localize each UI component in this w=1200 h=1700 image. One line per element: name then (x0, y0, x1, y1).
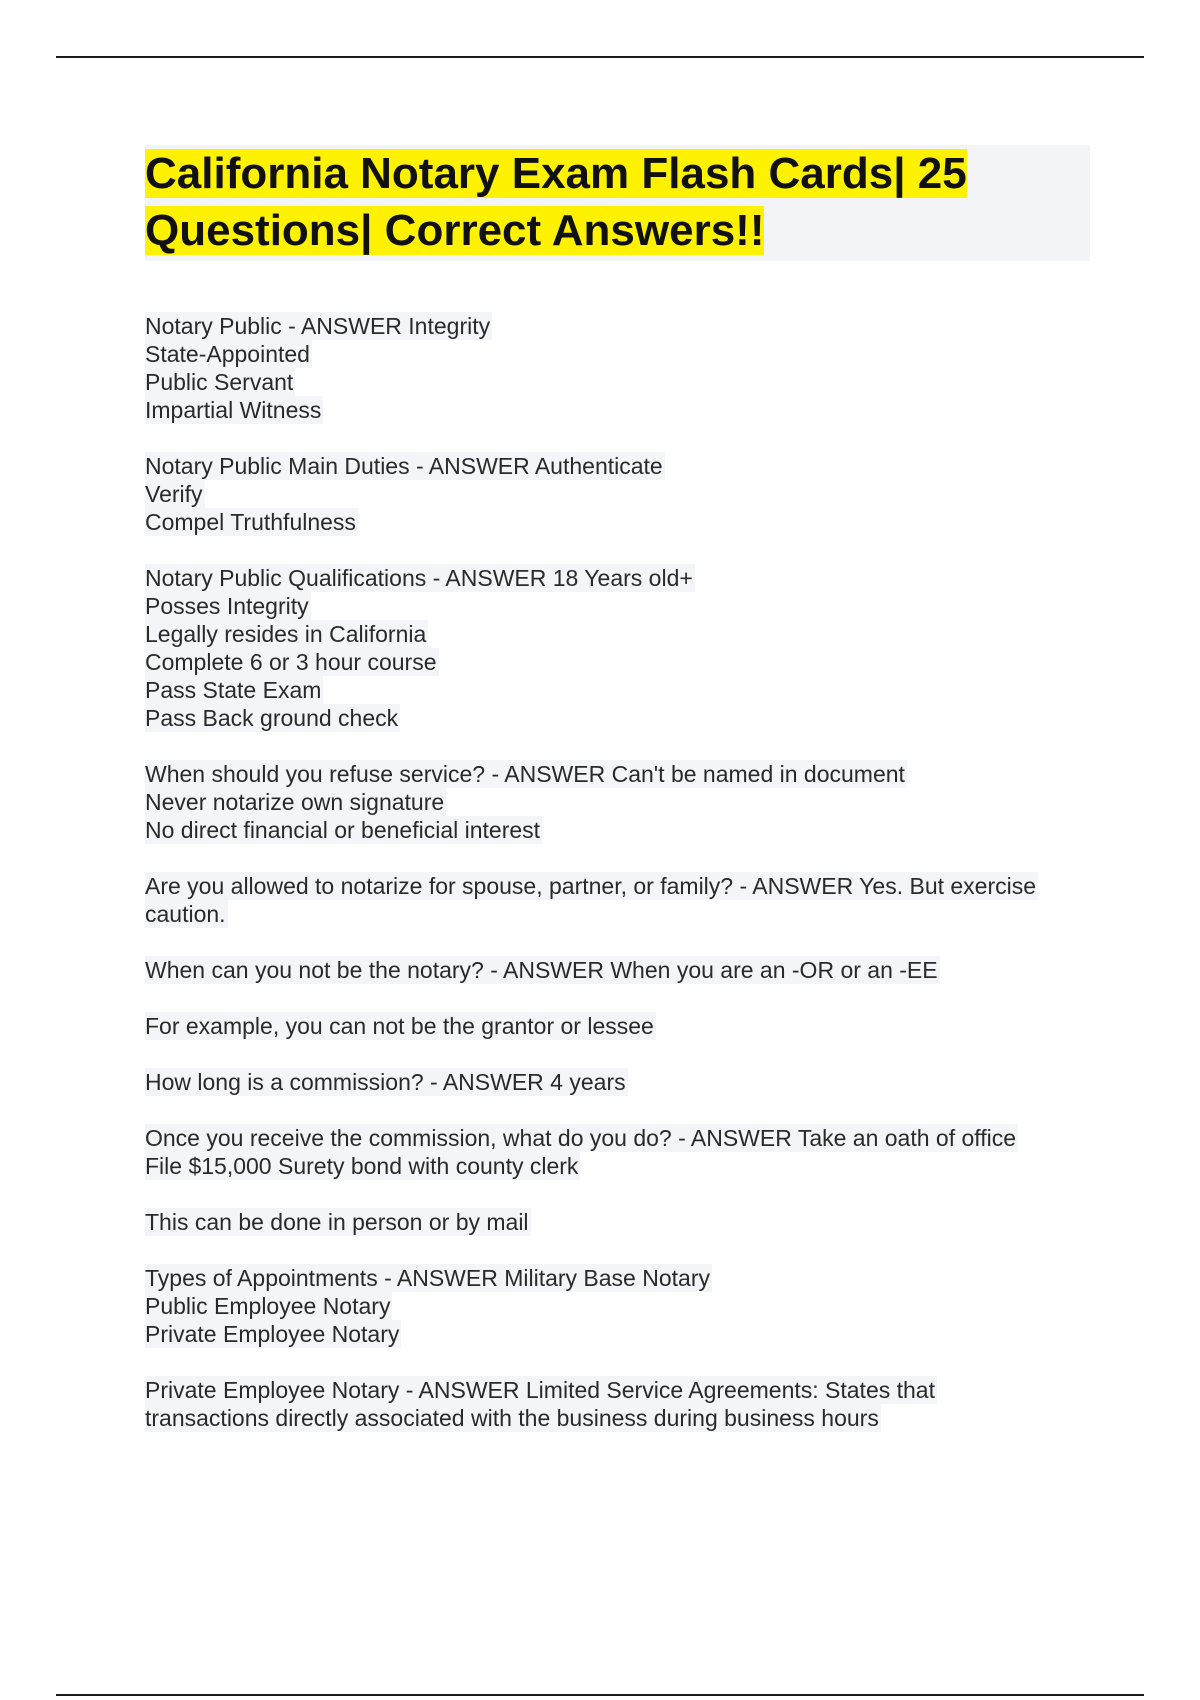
flashcard-question-line: When should you refuse service? - ANSWER Can't be named in document (145, 761, 905, 787)
flashcard-answer-line: Impartial Witness (145, 397, 322, 423)
flashcard-entry (145, 312, 1095, 424)
flashcard-entry (145, 956, 1095, 984)
flashcard-entry (145, 1264, 1095, 1348)
flashcard-answer-line: caution. (145, 901, 226, 927)
flashcard-question-line: This can be done in person or by mail (145, 1209, 529, 1235)
title-highlight: California Notary Exam Flash Cards| 25 Questions| Correct Answers!! (145, 149, 967, 255)
flashcard-list (145, 312, 1095, 1460)
flashcard-question-line: Notary Public Main Duties - ANSWER Authenticate (145, 453, 663, 479)
flashcard-entry (145, 1376, 1095, 1432)
flashcard-answer-line: Posses Integrity (145, 593, 309, 619)
flashcard-entry (145, 760, 1095, 844)
header-rule (56, 56, 1144, 58)
flashcard-question-line: Types of Appointments - ANSWER Military Base Notary (145, 1265, 710, 1291)
flashcard-entry (145, 452, 1095, 536)
flashcard-answer-line: No direct financial or beneficial interest (145, 817, 541, 843)
flashcard-answer-line: transactions directly associated with the business during business hours (145, 1405, 879, 1431)
flashcard-answer-line: Public Servant (145, 369, 294, 395)
flashcard-answer-line: Pass State Exam (145, 677, 322, 703)
flashcard-answer-line: Public Employee Notary (145, 1293, 391, 1319)
page-title (145, 145, 1090, 259)
flashcard-question-line: Private Employee Notary - ANSWER Limited Service Agreements: States that (145, 1377, 935, 1403)
flashcard-entry (145, 1012, 1095, 1040)
title-block (145, 145, 1090, 261)
flashcard-answer-line: Compel Truthfulness (145, 509, 356, 535)
flashcard-entry (145, 1068, 1095, 1096)
flashcard-entry (145, 872, 1095, 928)
flashcard-answer-line: Complete 6 or 3 hour course (145, 649, 437, 675)
flashcard-question-line: Are you allowed to notarize for spouse, partner, or family? - ANSWER Yes. But exercise (145, 873, 1037, 899)
flashcard-answer-line: Never notarize own signature (145, 789, 445, 815)
flashcard-answer-line: State-Appointed (145, 341, 310, 367)
flashcard-entry (145, 1208, 1095, 1236)
flashcard-question-line: Notary Public Qualifications - ANSWER 18 Years old+ (145, 565, 693, 591)
flashcard-question-line: When can you not be the notary? - ANSWER When you are an -OR or an -EE (145, 957, 938, 983)
flashcard-entry (145, 564, 1095, 732)
flashcard-answer-line: Private Employee Notary (145, 1321, 400, 1347)
footer-rule (56, 1694, 1144, 1696)
flashcard-answer-line: Pass Back ground check (145, 705, 399, 731)
flashcard-question-line: Notary Public - ANSWER Integrity (145, 313, 491, 339)
flashcard-question-line: How long is a commission? - ANSWER 4 years (145, 1069, 626, 1095)
flashcard-answer-line: Verify (145, 481, 203, 507)
flashcard-question-line: Once you receive the commission, what do you do? - ANSWER Take an oath of office (145, 1125, 1017, 1151)
flashcard-entry (145, 1124, 1095, 1180)
flashcard-answer-line: Legally resides in California (145, 621, 427, 647)
flashcard-answer-line: File $15,000 Surety bond with county clerk (145, 1153, 579, 1179)
flashcard-question-line: For example, you can not be the grantor or lessee (145, 1013, 654, 1039)
